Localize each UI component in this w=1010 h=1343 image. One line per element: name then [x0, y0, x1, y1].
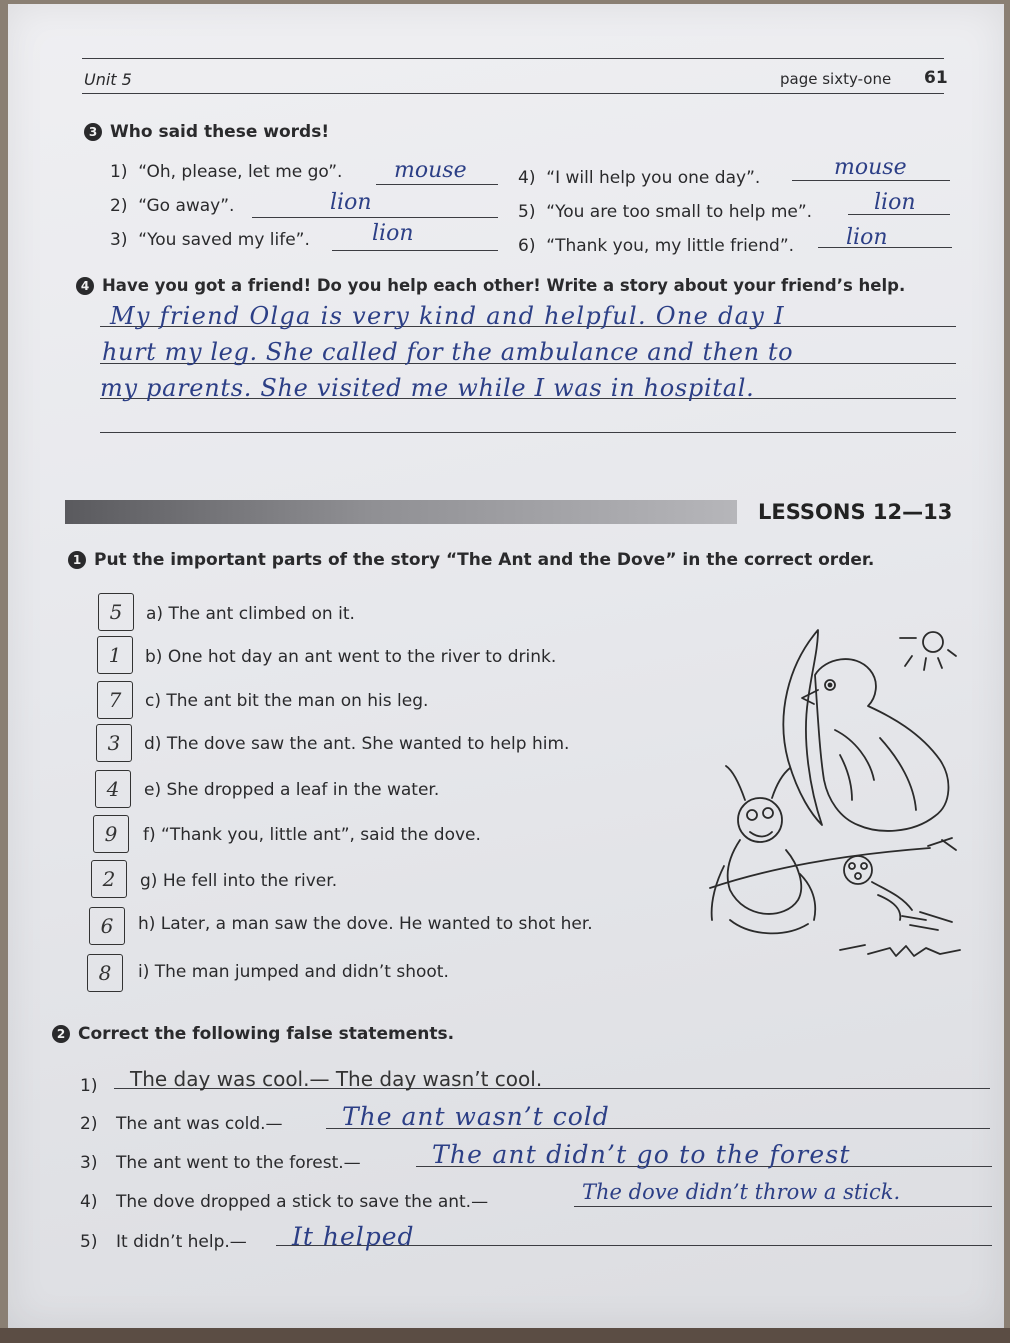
ant [738, 798, 782, 842]
ex3-item-1 [110, 162, 342, 182]
ex3-answer: lion [372, 221, 414, 246]
unit-label: Unit 5 [84, 70, 132, 89]
exercise1-title-text: Put the important parts of the story “The Ant and the Dove” in the correct order. [94, 550, 875, 570]
sun-icon [923, 632, 943, 652]
exercise3-number: 3 [84, 123, 102, 141]
ex2-item-number: 1) [80, 1076, 98, 1096]
ex2-statement: The dove dropped a stick to save the ant.— [116, 1192, 489, 1212]
ex2-item-number: 3) [80, 1153, 98, 1173]
order-box: 7 [97, 681, 133, 719]
exercise4-title-text: Have you got a friend! Do you help each other! Write a story about your friend’s help. [102, 276, 906, 295]
story-line-2: hurt my leg. She called for the ambulance and then to [102, 338, 794, 366]
ex3-quote: “Thank you, my little friend”. [546, 236, 795, 256]
answer-line [376, 184, 498, 185]
order-item: i) The man jumped and didn’t shoot. [138, 962, 449, 982]
exercise1-title [68, 550, 874, 570]
lessons-title: LESSONS 12—13 [758, 500, 953, 524]
ex3-item-2 [110, 196, 234, 216]
exercise2-title [52, 1024, 454, 1044]
ex3-item-number: 2) [110, 196, 128, 216]
exercise4-number: 4 [76, 277, 94, 295]
lessons-banner-bar [65, 500, 737, 524]
ex2-answer: It helped [292, 1222, 415, 1251]
order-box: 2 [91, 860, 127, 898]
order-box: 9 [93, 815, 129, 853]
order-item: d) The dove saw the ant. She wanted to help him. [144, 734, 570, 754]
ex2-answer: The dove didn’t throw a stick. [582, 1180, 901, 1204]
ex2-item-number: 4) [80, 1192, 98, 1212]
ex3-item-number: 6) [518, 236, 536, 256]
answer-line [332, 250, 498, 251]
ex2-answer: The ant didn’t go to the forest [432, 1140, 851, 1169]
ant-and-dove-illustration [690, 620, 980, 980]
order-item: e) She dropped a leaf in the water. [144, 780, 440, 800]
order-box: 5 [98, 593, 134, 631]
order-item: h) Later, a man saw the dove. He wanted to shot her. [138, 914, 593, 934]
answer-line [574, 1206, 992, 1207]
order-box: 4 [95, 770, 131, 808]
order-box: 6 [89, 907, 125, 945]
order-item: c) The ant bit the man on his leg. [145, 691, 429, 711]
ex2-answer: The day was cool.— The day wasn’t cool. [130, 1067, 543, 1091]
ex3-answer: mouse [394, 158, 467, 183]
ex3-quote: “Go away”. [138, 196, 235, 216]
ex3-answer: lion [330, 190, 372, 215]
writing-line [100, 432, 956, 433]
ex2-item-number: 5) [80, 1232, 98, 1252]
ex3-item-number: 5) [518, 202, 536, 222]
ex3-answer: mouse [834, 155, 907, 180]
answer-line [252, 217, 498, 218]
table-surface [0, 1328, 1010, 1343]
ex2-statement: The ant was cold.— [116, 1114, 283, 1134]
ex2-statement: It didn’t help.— [116, 1232, 247, 1252]
ex2-statement: The ant went to the forest.— [116, 1153, 361, 1173]
page-label: page sixty-one [780, 70, 892, 88]
order-item: a) The ant climbed on it. [146, 604, 355, 624]
ex3-quote: “You saved my life”. [138, 230, 310, 250]
ex3-answer: lion [874, 190, 916, 215]
order-item: g) He fell into the river. [140, 871, 338, 891]
ex3-item-number: 3) [110, 230, 128, 250]
order-item: f) “Thank you, little ant”, said the dove. [143, 825, 481, 845]
ex2-answer: The ant wasn’t cold [342, 1102, 610, 1131]
ex3-item-5 [518, 202, 812, 222]
header-top-rule [82, 58, 944, 59]
ex3-item-number: 1) [110, 162, 128, 182]
header-bottom-rule [82, 93, 944, 94]
ex3-quote: “I will help you one day”. [546, 168, 761, 188]
exercise1-number: 1 [68, 551, 86, 569]
ex3-quote: “You are too small to help me”. [546, 202, 813, 222]
order-box: 3 [96, 724, 132, 762]
ex3-item-number: 4) [518, 168, 536, 188]
story-line-1: My friend Olga is very kind and helpful. One day I [110, 302, 785, 330]
ex3-answer: lion [846, 225, 888, 250]
exercise3-title [84, 122, 329, 142]
order-box: 8 [87, 954, 123, 992]
ex3-quote: “Oh, please, let me go”. [138, 162, 343, 182]
order-item: b) One hot day an ant went to the river to drink. [145, 647, 557, 667]
order-box: 1 [97, 636, 133, 674]
answer-line [792, 180, 950, 181]
story-line-3: my parents. She visited me while I was in hospital. [100, 374, 755, 402]
exercise2-title-text: Correct the following false statements. [78, 1024, 455, 1044]
ex3-item-6 [518, 236, 794, 256]
exercise3-title-text: Who said these words! [110, 122, 330, 142]
ex2-item-number: 2) [80, 1114, 98, 1134]
exercise2-number: 2 [52, 1025, 70, 1043]
ex3-item-3 [110, 230, 310, 250]
ex3-item-4 [518, 168, 760, 188]
page-number: 61 [924, 68, 948, 88]
exercise4-title [76, 276, 905, 295]
